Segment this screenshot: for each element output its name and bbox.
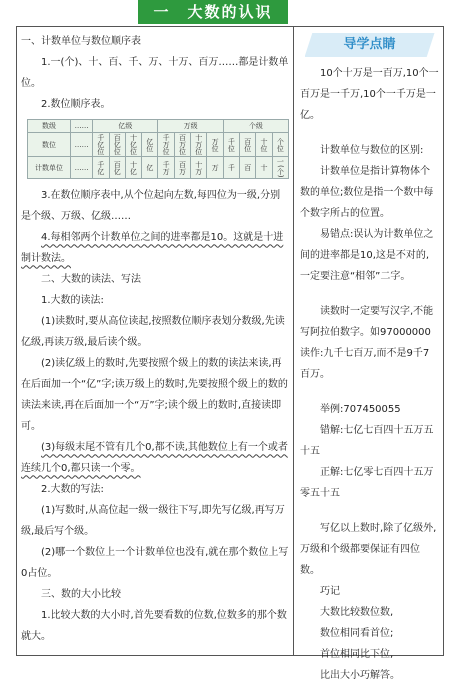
note-14: 比出大小巧解答。 — [320, 670, 400, 681]
note-1: 10个十万是一百万,10个一百万是一千万,10个一千万是一亿。 — [300, 68, 439, 121]
table-cell: 十位 — [256, 133, 272, 157]
table-group-yi: 亿级 — [93, 120, 158, 133]
section-heading-3: 三、数的大小比较 — [41, 589, 121, 601]
note-6: 举例:707450055 — [320, 404, 401, 415]
table-group-wan: 万级 — [158, 120, 223, 133]
note-8: 正解:七亿零七百四十五万零五十五 — [300, 467, 434, 499]
note-11: 大数比较数位数, — [320, 607, 394, 618]
paragraph-10: (1)写数时,从高位起一级一级往下写,即先写亿级,再写万级,最后写个级。 — [21, 505, 285, 538]
page-frame — [16, 26, 444, 681]
paragraph-12: 1.比较大数的大小时,首先要看数的位数,位数多的那个数就大。 — [21, 610, 287, 643]
table-cell: 亿 — [142, 157, 158, 179]
table-ellipsis: …… — [71, 157, 93, 179]
table-cell: 百万 — [174, 157, 190, 179]
table-cell: 百万位 — [174, 133, 190, 157]
sidebar-notes — [294, 27, 445, 681]
table-row-units — [28, 157, 289, 179]
note-7: 错解:七亿七百四十五万五十五 — [300, 425, 434, 457]
table-cell: 千位 — [223, 133, 239, 157]
page-title-bar — [0, 0, 460, 24]
note-3: 计数单位是指计算物体个数的单位;数位是指一个数中每个数字所占的位置。 — [300, 166, 434, 219]
table-row-levels — [28, 120, 289, 133]
table-cell: 个位 — [272, 133, 288, 157]
paragraph-6: (1)读数时,要从高位读起,按照数位顺序表划分数级,先读亿级,再读万级,最后读个级。 — [21, 316, 285, 349]
table-cell: 百位 — [240, 133, 256, 157]
guide-banner — [305, 33, 435, 57]
table-cell: 十 — [256, 157, 272, 179]
table-row-label: 数位 — [28, 133, 71, 157]
table-cell: 万 — [207, 157, 223, 179]
table-cell: 千万位 — [158, 133, 174, 157]
table-row-label: 计数单位 — [28, 157, 71, 179]
note-5: 读数时一定要写汉字,不能写阿拉伯数字。如97000000读作:九千七百万,而不是9千7百万。 — [300, 306, 434, 380]
paragraph-2: 2.数位顺序表。 — [41, 99, 111, 110]
table-cell: 百 — [240, 157, 256, 179]
page-title: 一 大数的认识 — [153, 3, 273, 21]
paragraph-5: 1.大数的读法: — [41, 295, 104, 307]
note-9: 写亿以上数时,除了亿级外,万级和个级都要保证有四位数。 — [300, 523, 437, 576]
note-2: 计数单位与数位的区别: — [320, 145, 424, 156]
table-cell: 十万 — [191, 157, 207, 179]
paragraph-8: (3)每级末尾不管有几个0,都不读,其他数位上有一个或者连续几个0,都只读一个零。 — [21, 442, 288, 475]
note-12: 数位相同看首位; — [320, 628, 394, 639]
paragraph-1: 1.一(个)、十、百、千、万、十万、百万……都是计数单位。 — [21, 57, 289, 89]
table-cell: 亿位 — [142, 133, 158, 157]
note-13: 首位相同比下位, — [320, 649, 394, 660]
table-group-ge: 个级 — [223, 120, 288, 133]
banner-label: 导学点睛 — [343, 37, 396, 52]
note-10: 巧记 — [320, 586, 340, 597]
table-row-positions — [28, 133, 289, 157]
section-heading-1: 一、计数单位与数位顺序表 — [21, 36, 141, 47]
table-cell: 百亿 — [109, 157, 125, 179]
table-cell: 千亿 — [93, 157, 109, 179]
table-cell: 十万位 — [191, 133, 207, 157]
main-column — [17, 27, 294, 655]
paragraph-7: (2)读亿级上的数时,先要按照个级上的数的读法来读,再在后面加一个“亿”字;读万级上的数时,先要按照个级上的数的读法来读,再在后面加一个“万”字;读个级上的数时,直接读即可。 — [21, 358, 288, 433]
paragraph-9: 2.大数的写法: — [41, 484, 104, 496]
table-ellipsis: …… — [71, 120, 93, 133]
table-cell: 千 — [223, 157, 239, 179]
table-cell: 百亿位 — [109, 133, 125, 157]
table-ellipsis: …… — [71, 133, 93, 157]
table-cell: 一(个) — [272, 157, 288, 179]
table-cell: 万位 — [207, 133, 223, 157]
note-4: 易错点:误认为计数单位之间的进率都是10,这是不对的,一定要注意“相邻”二字。 — [300, 229, 434, 282]
table-row-label: 数级 — [28, 120, 71, 133]
table-cell: 千亿位 — [93, 133, 109, 157]
paragraph-4: 4.每相邻两个计数单位之间的进率都是10。这就是十进制计数法。 — [21, 232, 284, 265]
place-value-table — [27, 119, 289, 179]
table-cell: 十亿位 — [125, 133, 141, 157]
section-heading-2: 二、大数的读法、写法 — [41, 274, 141, 286]
paragraph-11: (2)哪一个数位上一个计数单位也没有,就在那个数位上写0占位。 — [21, 547, 289, 580]
table-cell: 十亿 — [125, 157, 141, 179]
table-cell: 千万 — [158, 157, 174, 179]
paragraph-3: 3.在数位顺序表中,从个位起向左数,每四位为一级,分别是个级、万级、亿级…… — [21, 190, 281, 223]
